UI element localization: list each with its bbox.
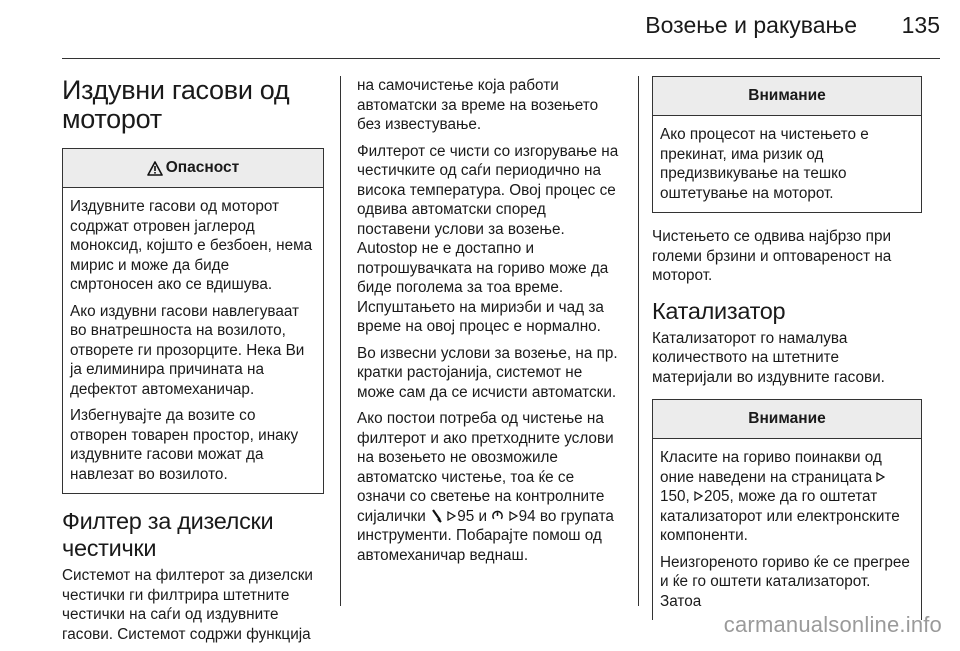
diesel-filter-lamp-icon xyxy=(430,509,443,523)
page-reference-arrow-icon[interactable] xyxy=(694,491,703,501)
notice-box-2 xyxy=(652,399,922,620)
danger-box-body xyxy=(63,188,323,493)
warning-triangle-icon xyxy=(147,161,163,176)
page-reference-arrow-icon[interactable] xyxy=(876,472,885,482)
section-heading-catalyst: Катализатор xyxy=(652,297,786,324)
warning-lamp-text-b: во групата инструменти. Побарајте помош од автомеханичар веднаш. xyxy=(357,507,614,564)
column-2 xyxy=(357,76,623,572)
self-cleaning-paragraph: на самочистење која работи автоматски за време на возењето без известување. xyxy=(357,77,599,133)
danger-box-header xyxy=(63,149,323,188)
notice-2-text-b: може да го оштетат катализаторот или електронските компоненти. xyxy=(660,488,900,544)
notice-2-text-a: Класите на гориво поинакви од оние наведени на страницата xyxy=(660,449,882,486)
cleaning-process-paragraph: Филтерот се чисти со изгорување на честичките од саѓи периодично на висока температура. Овој процес се одвива автоматски според поставени услови за возење. Autostop не е достапно и потрошувачката на гориво може да биде поголема за тоа време. Испуштањето на мириэби и чад за време на овој процес е нормално. xyxy=(357,142,619,335)
header-rule xyxy=(62,58,940,59)
catalyst-paragraph-1: Катализаторот го намалува количеството на штетните материјали во издувните гасови. xyxy=(652,329,885,386)
danger-box-label: Опасност xyxy=(165,159,240,176)
diesel-filter-paragraph-1: Системот на филтерот за дизелски честички ги филтрира штетните честички на саѓи од издувните гасови. Системот содржи функција xyxy=(62,567,313,643)
column-1 xyxy=(62,76,324,651)
notice-box-1-body xyxy=(653,116,921,212)
notice-1-paragraph: Ако процесот на чистењето е прекинат, има ризик од предизвикување на тешко оштетување на моторот. xyxy=(660,126,869,202)
warning-lamp-text-a: Ако постои потреба од чистење на филтерот и ако претходните услови на возењето не овозможиле автоматско чистење, тоа ќе се означи со светење на контролните сијалички xyxy=(357,410,614,525)
page-reference-arrow-icon[interactable] xyxy=(447,511,456,521)
notice-box-1-header: Внимание xyxy=(653,77,921,116)
page-number: 135 xyxy=(901,12,940,38)
notice-box-2-header: Внимание xyxy=(653,400,921,439)
danger-paragraph-1: Издувните гасови од моторот содржат отровен јаглерод моноксид, којшто е безбоен, нема мирис и може да биде смртоносен ако се вдишува. xyxy=(70,198,313,293)
notice-box-1 xyxy=(652,76,922,213)
page-ref-150[interactable]: 150, xyxy=(660,488,690,505)
page-ref-205[interactable]: 205, xyxy=(704,488,734,505)
notice-2-paragraph-1 xyxy=(660,448,914,546)
column-divider-2 xyxy=(638,76,639,606)
danger-paragraph-2: Ако издувни гасови навлегуваат во внатрешноста на возилото, отворете ги прозорците. Нека Ви ја елиминира причината на дефектот автомеханичар. xyxy=(70,302,305,398)
danger-box xyxy=(62,148,324,494)
section-heading-diesel-filter: Филтер за дизелски честички xyxy=(62,508,274,561)
glow-plug-lamp-icon xyxy=(491,509,504,523)
short-distance-paragraph: Во извесни услови за возење, на пр. кратки растојанија, системот не може сам да се исчисти автоматски. xyxy=(357,344,618,401)
page-ref-94[interactable]: 94 xyxy=(518,507,536,525)
section-heading-exhaust: Издувни гасови од моторот xyxy=(62,75,290,134)
column-divider-1 xyxy=(340,76,341,606)
watermark: carmanualsonline.info xyxy=(723,612,942,637)
warning-lamp-paragraph xyxy=(357,409,623,565)
notice-box-2-body xyxy=(653,439,921,620)
running-header-title: Возење и ракување xyxy=(645,12,857,38)
danger-paragraph-3: Избегнувајте да возите со отворен товарен простор, инаку издувните гасови можат да навлезат во возилото. xyxy=(70,407,299,483)
page-ref-95[interactable]: 95 xyxy=(457,507,475,525)
page-reference-arrow-icon[interactable] xyxy=(509,511,518,521)
notice-2-paragraph-2: Неизгореното гориво ќе се прегрее и ќе го оштети катализаторот. Затоа xyxy=(660,553,910,610)
and-word: и xyxy=(478,507,488,525)
column-3 xyxy=(652,76,922,620)
cleaning-speed-paragraph: Чистењето се одвива најбрзо при големи брзини и оптовареност на моторот. xyxy=(652,228,892,284)
